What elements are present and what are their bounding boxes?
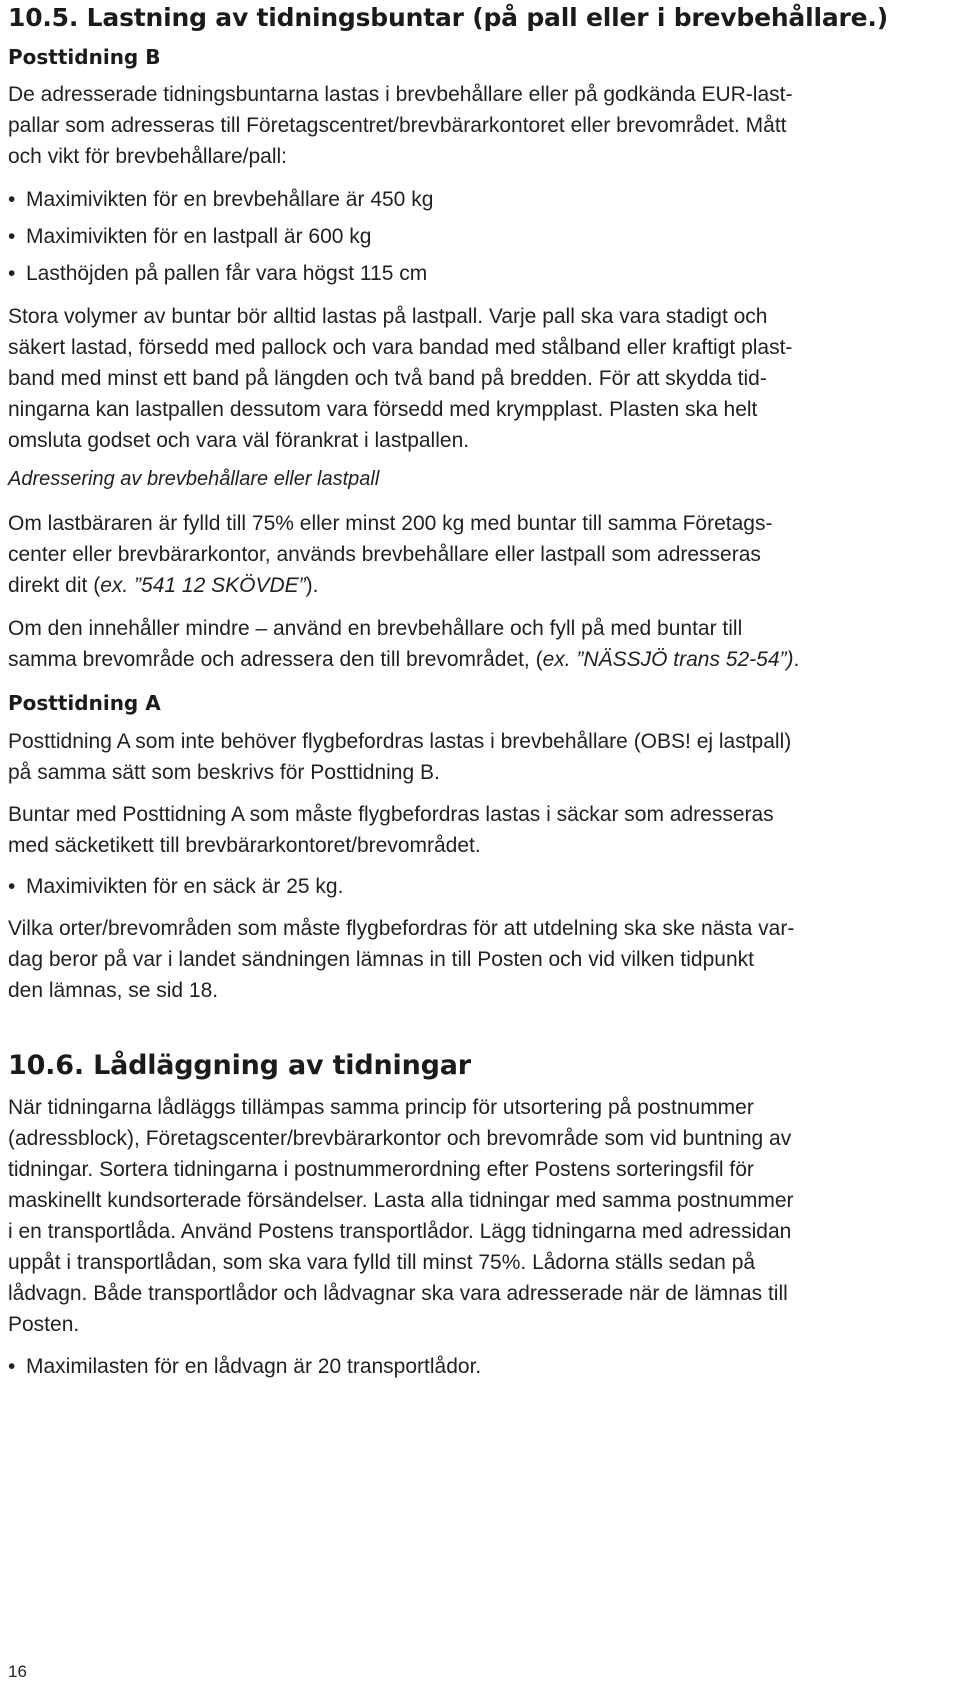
text-line: uppåt i transportlådan, som ska vara fylld till minst 75%. Lådorna ställs sedan på: [8, 1251, 756, 1274]
text-line: ningarna kan lastpallen dessutom vara försedd med krympplast. Plasten ska helt: [8, 398, 758, 421]
text-line: Buntar med Posttidning A som måste flygbefordras lastas i säckar som adresseras: [8, 803, 774, 826]
paragraph-posttidning-a: [8, 726, 952, 788]
text-line: center eller brevbärarkontor, används brevbehållare eller lastpall som adresseras: [8, 543, 761, 566]
text-line: Stora volymer av buntar bör alltid lastas på lastpall. Varje pall ska vara stadigt och: [8, 305, 768, 328]
bullet-item: [8, 184, 433, 215]
text-line: (adressblock), Företagscenter/brevbärarkontor och brevområde som vid buntning av: [8, 1127, 792, 1150]
paragraph-next-day: [8, 913, 952, 1006]
bullet-icon: •: [8, 188, 16, 211]
bullet-item: [8, 871, 343, 902]
text-line: lådvagn. Både transportlådor och lådvagnar ska vara adresserade när de lämnas till: [8, 1282, 788, 1305]
bullet-icon: •: [8, 262, 16, 285]
paragraph-boxing: [8, 1092, 952, 1340]
text-line: Posten.: [8, 1313, 80, 1336]
bullet-text: Maximivikten för en säck är 25 kg.: [26, 875, 344, 898]
text-line: Om lastbäraren är fylld till 75% eller minst 200 kg med buntar till samma Företags-: [8, 512, 773, 535]
text-line: pallar som adresseras till Företagscentret/brevbärarkontoret eller brevområdet. Mått: [8, 114, 787, 137]
text-line: den lämnas, se sid 18.: [8, 979, 219, 1002]
text-line: Om den innehåller mindre – använd en brevbehållare och fyll på med buntar till: [8, 617, 743, 640]
text-line: Vilka orter/brevområden som måste flygbefordras för att utdelning ska ske nästa var-: [8, 917, 795, 940]
bullet-icon: •: [8, 875, 16, 898]
text-segment: .: [793, 648, 800, 671]
text-segment: samma brevområde och adressera den till brevområdet, (: [8, 648, 543, 671]
subheading-posttidning-b: Posttidning B: [8, 45, 161, 69]
text-line: [8, 644, 952, 675]
text-line: De adresserade tidningsbuntarna lastas i brevbehållare eller på godkända EUR-last-: [8, 83, 793, 106]
text-line: [8, 570, 952, 601]
text-segment: ).: [305, 574, 319, 597]
bullet-text: Lasthöjden på pallen får vara högst 115 cm: [26, 262, 428, 285]
text-line: omsluta godset och vara väl förankrat i lastpallen.: [8, 429, 470, 452]
text-line: maskinellt kundsorterade försändelser. Lasta alla tidningar med samma postnummer: [8, 1189, 794, 1212]
text-line: dag beror på var i landet sändningen lämnas in till Posten och vid vilken tidpunkt: [8, 948, 754, 971]
example-address: ex. ”541 12 SKÖVDE”: [100, 574, 306, 597]
bullet-item: [8, 258, 427, 289]
bullet-text: Maximivikten för en brevbehållare är 450 kg: [26, 188, 434, 211]
paragraph-air-transport: [8, 799, 952, 861]
text-line: band med minst ett band på längden och två band på bredden. För att skydda tid-: [8, 367, 767, 390]
paragraph-intro: [8, 79, 952, 172]
text-line: på samma sätt som beskrivs för Posttidning B.: [8, 761, 440, 784]
text-line: och vikt för brevbehållare/pall:: [8, 145, 287, 168]
bullet-icon: •: [8, 225, 16, 248]
text-segment: direkt dit (: [8, 574, 101, 597]
text-line: i en transportlåda. Använd Postens transportlådor. Lägg tidningarna med adressidan: [8, 1220, 792, 1243]
paragraph-addressing-partial: [8, 613, 952, 675]
example-address: ex. ”NÄSSJÖ trans 52-54”): [542, 648, 794, 671]
text-line: med säcketikett till brevbärarkontoret/brevområdet.: [8, 834, 481, 857]
paragraph-addressing-full: [8, 508, 952, 601]
caption-addressing: Adressering av brevbehållare eller lastpall: [8, 468, 380, 490]
paragraph-volumes: [8, 301, 952, 456]
bullet-item: [8, 221, 372, 252]
bullet-text: Maximilasten för en lådvagn är 20 transportlådor.: [26, 1355, 482, 1378]
text-line: tidningar. Sortera tidningarna i postnummerordning efter Postens sorteringsfil för: [8, 1158, 754, 1181]
bullet-icon: •: [8, 1355, 16, 1378]
text-line: När tidningarna lådläggs tillämpas samma princip för utsortering på postnummer: [8, 1096, 754, 1119]
text-line: Posttidning A som inte behöver flygbefordras lastas i brevbehållare (OBS! ej lastpall): [8, 730, 792, 753]
section-heading-10-6: 10.6. Lådläggning av tidningar: [8, 1050, 471, 1081]
bullet-item: [8, 1351, 481, 1382]
text-line: säkert lastad, försedd med pallock och vara bandad med stålband eller kraftigt plast-: [8, 336, 793, 359]
section-heading-10-5: 10.5. Lastning av tidningsbuntar (på pall eller i brevbehållare.): [8, 3, 888, 32]
subheading-posttidning-a: Posttidning A: [8, 691, 161, 715]
bullet-text: Maximivikten för en lastpall är 600 kg: [26, 225, 372, 248]
page-number: 16: [8, 1662, 27, 1681]
